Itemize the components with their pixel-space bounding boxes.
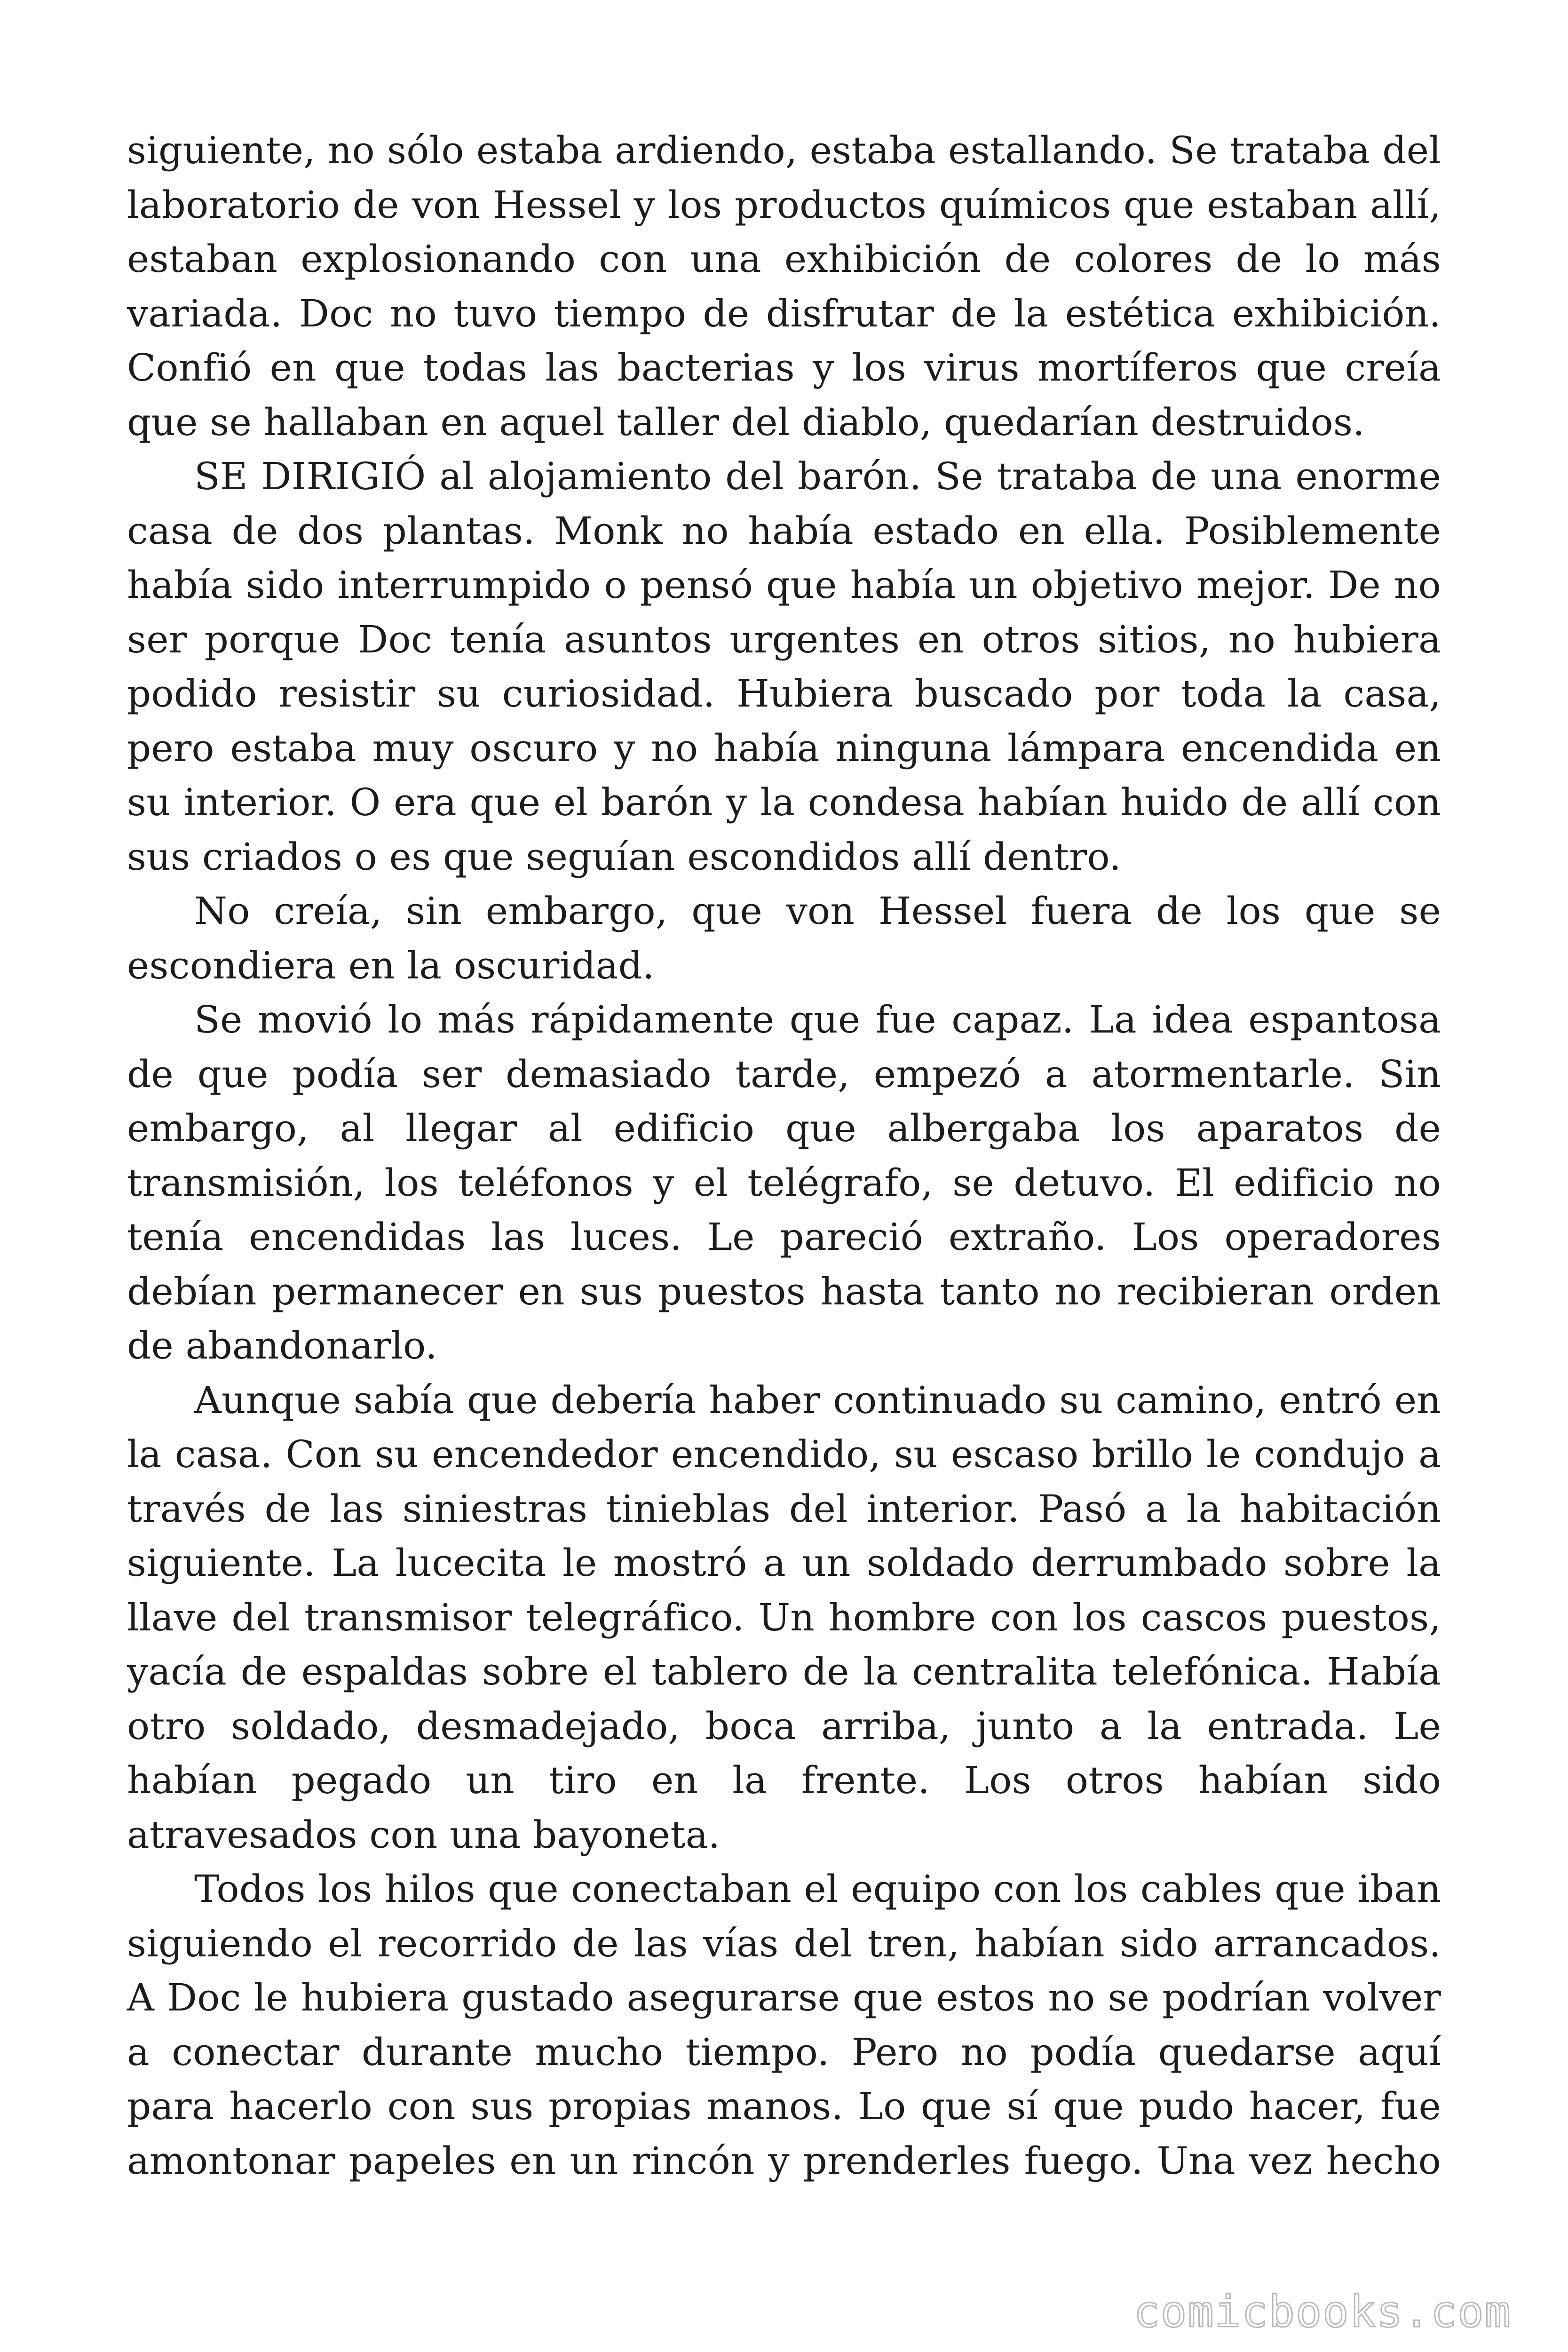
paragraph-2: SE DIRIGIÓ al alojamiento del barón. Se trataba de una enorme casa de dos plantas. Monk no había estado en ella. Posiblemente había sido interrumpido o pensó que había un objetivo mejor. De no ser porque Doc tenía asuntos urgentes en otros sitios, no hubiera podido resistir su curiosidad. Hubiera buscado por toda la casa, pero estaba muy oscuro y no había ninguna lámpara encendida en su interior. O era que el barón y la condesa habían huido de allí con sus criados o es que seguían escondidos allí dentro. [127,454,1441,879]
site-watermark: comicbooks.com [1133,2287,1512,2337]
book-page-text [127,123,1441,2188]
paragraph-6: Todos los hilos que conectaban el equipo con los cables que iban siguiendo el recorrido de las vías del tren, habían sido arrancados. A Doc le hubiera gustado asegurarse que estos no se podrían volver a conectar durante mucho tiempo. Pero no podía quedarse aquí para hacerlo con sus propias manos. Lo que sí que pudo hacer, fue amontonar papeles en un rincón y prenderles fuego. Una vez hecho [127,1867,1441,2183]
paragraph-1: siguiente, no sólo estaba ardiendo, estaba estallando. Se trataba del laboratorio de von Hessel y los productos químicos que estaban allí, estaban explosionando con una exhibición de colores de lo más variada. Doc no tuvo tiempo de disfrutar de la estética exhibición. Confió en que todas las bacterias y los virus mortíferos que creía que se hallaban en aquel taller del diablo, quedarían destruidos. [127,128,1441,444]
paragraph-4: Se movió lo más rápidamente que fue capaz. La idea espantosa de que podía ser demasiado tarde, empezó a atormentarle. Sin embargo, al llegar al edificio que albergaba los aparatos de transmisión, los teléfonos y el telégrafo, se detuvo. El edificio no tenía encendidas las luces. Le pareció extraño. Los operadores debían permanecer en sus puestos hasta tanto no recibieran orden de abandonarlo. [127,998,1441,1367]
paragraph-5: Aunque sabía que debería haber continuado su camino, entró en la casa. Con su encendedor encendido, su escaso brillo le condujo a través de las siniestras tinieblas del interior. Pasó a la habitación siguiente. La lucecita le mostró a un soldado derrumbado sobre la llave del transmisor telegráfico. Un hombre con los cascos puestos, yacía de espaldas sobre el tablero de la centralita telefónica. Había otro soldado, desmadejado, boca arriba, junto a la entrada. Le habían pegado un tiro en la frente. Los otros habían sido atravesados con una bayoneta. [127,1378,1441,1857]
paragraph-3: No creía, sin embargo, que von Hessel fuera de los que se escondiera en la oscuridad. [127,889,1441,987]
